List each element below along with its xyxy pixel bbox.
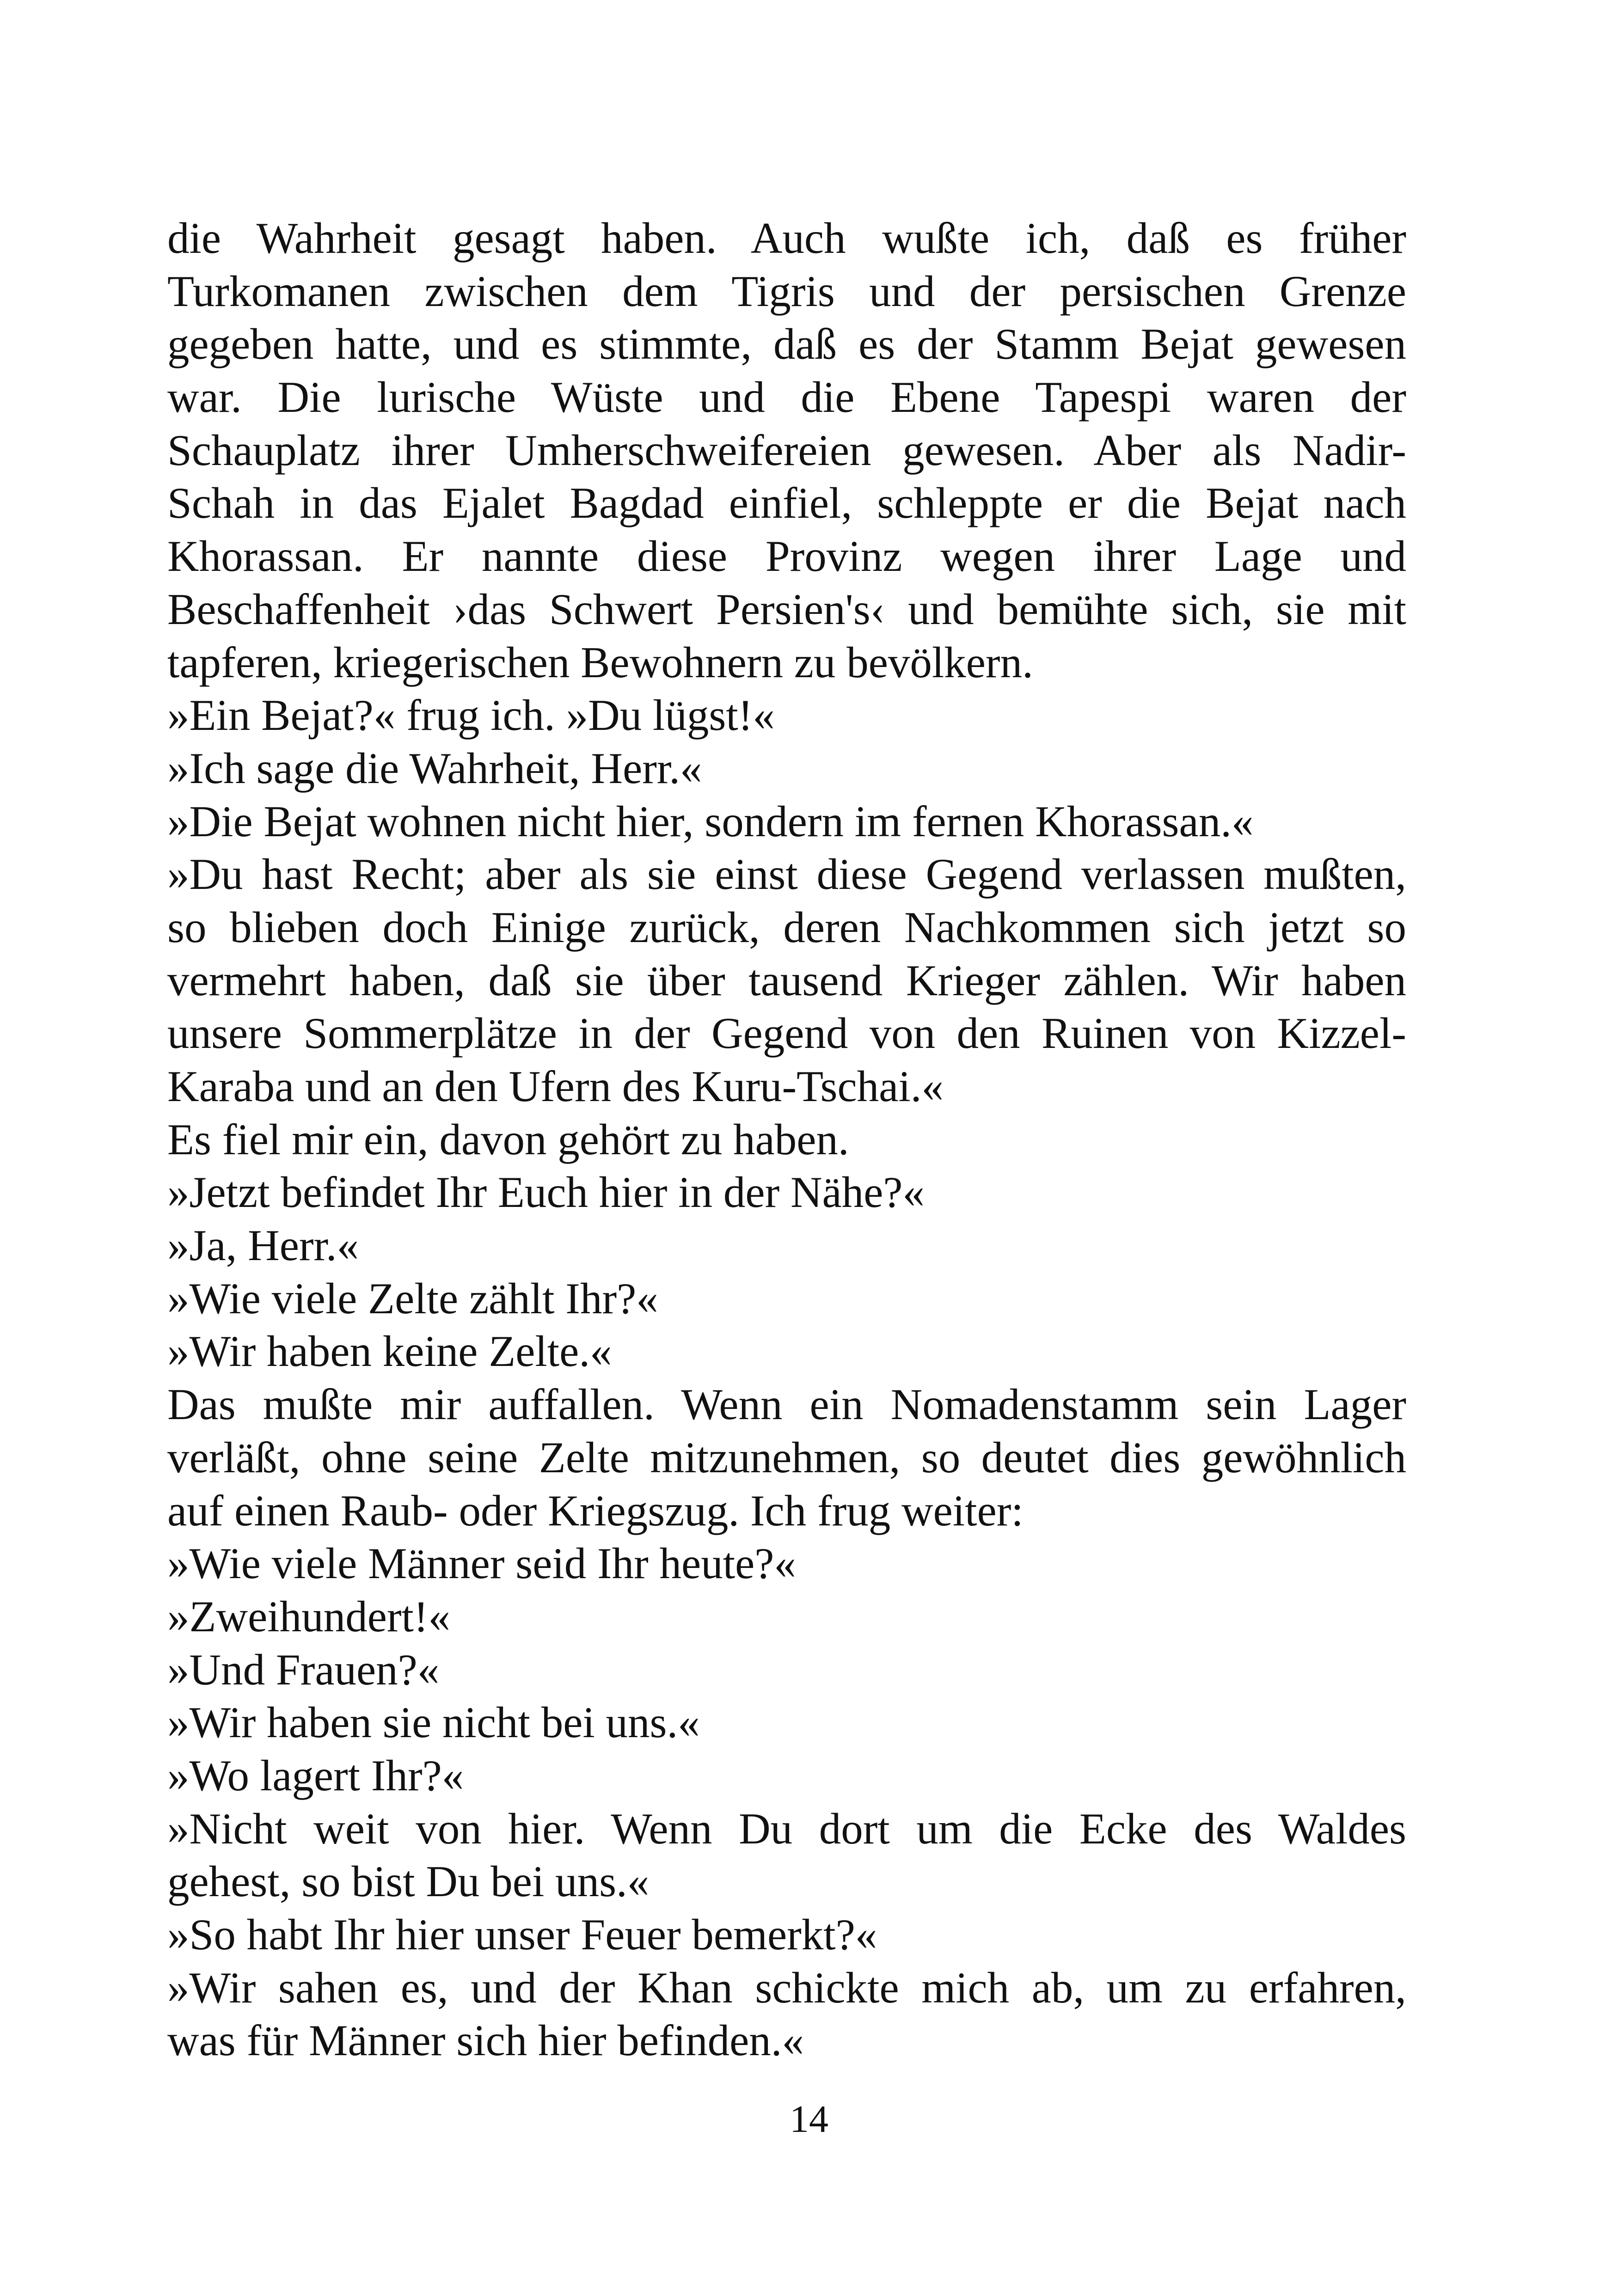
text-line: Es fiel mir ein, davon gehört zu haben. [167,1114,849,1164]
text-line: auf einen Raub- oder Kriegszug. Ich frug weiter: [167,1486,1024,1535]
text-line: so blieben doch Einige zurück, deren Nachkommen sich jetzt so [167,902,1406,952]
text-line: Schauplatz ihrer Umherschweifereien gewesen. Aber als Nadir- [167,425,1406,475]
text-line: unsere Sommerplätze in der Gegend von den Ruinen von Kizzel- [167,1009,1406,1058]
text-line: vermehrt haben, daß sie über tausend Krieger zählen. Wir haben [167,955,1406,1005]
text-line: war. Die lurische Wüste und die Ebene Tapespi waren der [167,373,1406,422]
text-line: »Ich sage die Wahrheit, Herr.« [167,743,702,793]
text-line: Karaba und an den Ufern des Kuru-Tschai.« [167,1062,944,1111]
text-line: »Nicht weit von hier. Wenn Du dort um die Ecke des Waldes [167,1804,1406,1853]
text-line: »Jetzt befindet Ihr Euch hier in der Nähe?« [167,1168,925,1217]
text-line: gegeben hatte, und es stimmte, daß es der Stamm Bejat gewesen [167,319,1406,369]
text-line: verläßt, ohne seine Zelte mitzunehmen, so deutet dies gewöhnlich [167,1433,1406,1482]
text-line: Turkomanen zwischen dem Tigris und der persischen Grenze [167,266,1406,316]
text-line: »So habt Ihr hier unser Feuer bemerkt?« [167,1910,877,1959]
text-line: tapferen, kriegerischen Bewohnern zu bevölkern. [167,637,1033,687]
text-line: die Wahrheit gesagt haben. Auch wußte ich, daß es früher [167,214,1406,263]
text-line: »Ein Bejat?« frug ich. »Du lügst!« [167,691,775,740]
text-line: was für Männer sich hier befinden.« [167,2016,804,2065]
text-line: »Und Frauen?« [167,1645,440,1694]
text-line: »Wie viele Zelte zählt Ihr?« [167,1274,658,1323]
text-line: gehest, so bist Du bei uns.« [167,1857,650,1906]
text-line: »Wie viele Männer seid Ihr heute?« [167,1539,796,1588]
text-line: Beschaffenheit ›das Schwert Persien's‹ und bemühte sich, sie mit [167,584,1406,634]
page-number: 14 [790,2098,828,2141]
text-line: »Wir haben sie nicht bei uns.« [167,1698,700,1747]
text-line: Schah in das Ejalet Bagdad einfiel, schleppte er die Bejat nach [167,478,1406,528]
text-line: »Du hast Recht; aber als sie einst diese Gegend verlassen mußten, [167,850,1406,899]
text-line: »Wir sahen es, und der Khan schickte mich ab, um zu erfahren, [167,1963,1406,2012]
text-line: »Zweihundert!« [167,1592,451,1641]
text-line: »Ja, Herr.« [167,1221,359,1270]
text-line: »Die Bejat wohnen nicht hier, sondern im fernen Khorassan.« [167,796,1254,846]
text-line: »Wo lagert Ihr?« [167,1751,464,1800]
text-line: Das mußte mir auffallen. Wenn ein Nomadenstamm sein Lager [167,1380,1406,1429]
text-line: »Wir haben keine Zelte.« [167,1327,612,1376]
body-text [167,212,1406,2067]
text-line: Khorassan. Er nannte diese Provinz wegen ihrer Lage und [167,532,1406,581]
